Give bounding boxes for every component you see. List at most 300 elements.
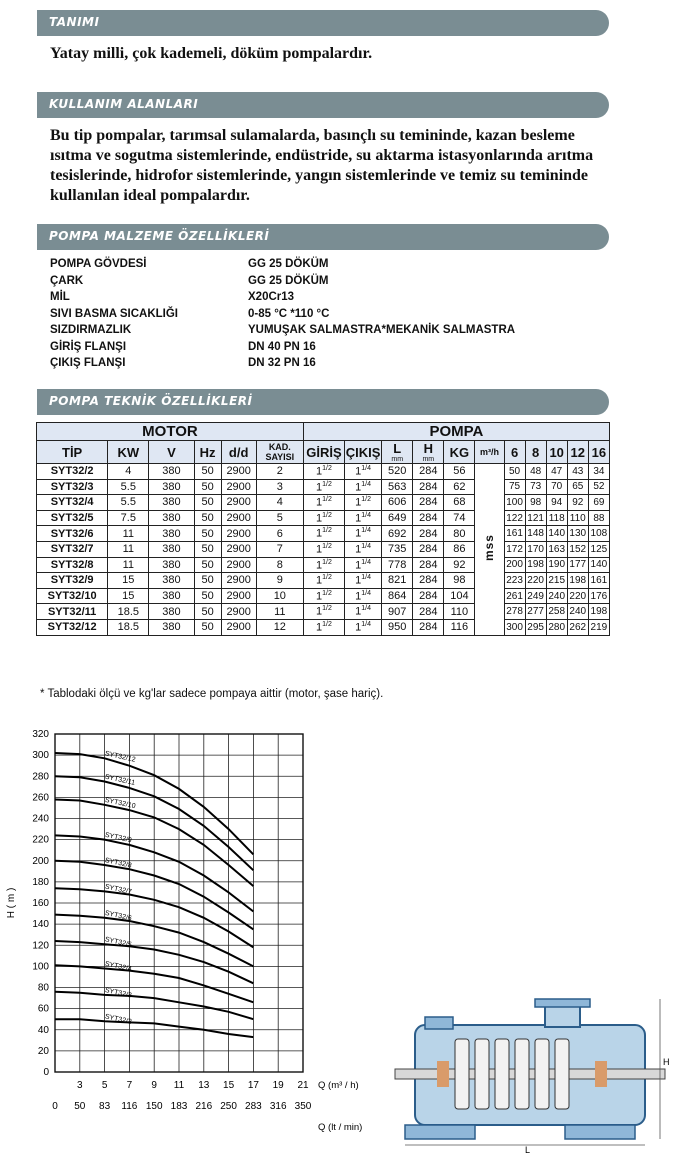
spec-value: 0-85 °C *110 °C: [248, 307, 330, 320]
y-tick-label: 280: [32, 771, 49, 783]
kullanim-line: kullanılan ideal pompalardır.: [50, 187, 250, 204]
table-cell: 80: [444, 526, 475, 542]
flange-size: 1: [355, 559, 362, 572]
table-cell: 215: [546, 573, 567, 589]
table-cell: 649: [382, 510, 413, 526]
table-cell: 2900: [221, 557, 256, 573]
flange-fraction: 1/4: [361, 480, 372, 488]
table-cell: 2900: [221, 526, 256, 542]
table-cell: [303, 588, 344, 604]
table-cell: 5.5: [108, 495, 149, 511]
y-tick-label: 240: [32, 813, 49, 825]
spec-key: SIZDIRMAZLIK: [50, 324, 132, 336]
table-cell: [303, 479, 344, 495]
table-cell: 11: [108, 557, 149, 573]
flange-fraction: 1/2: [361, 496, 372, 504]
table-cell: 15: [108, 573, 149, 589]
flange-size: 1: [355, 528, 362, 540]
table-footnote: * Tablodaki ölçü ve kg'lar sadece pompaya aittir (motor, şase hariç).: [40, 688, 384, 700]
table-cell: [303, 604, 344, 620]
flange-fraction: 1/2: [322, 480, 332, 488]
x2-tick-label: 250: [220, 1101, 237, 1112]
x-tick-label: 21: [297, 1080, 309, 1091]
col-kg: KG: [444, 441, 475, 464]
dim-label-h: H: [663, 1057, 670, 1067]
table-cell: SYT32/11: [37, 604, 108, 620]
table-cell: 125: [588, 541, 609, 557]
flange-size: 1: [355, 574, 362, 587]
flange-size: 1: [316, 465, 323, 478]
spec-key: POMPA GÖVDESİ: [50, 258, 147, 270]
table-cell: 950: [382, 619, 413, 635]
x-tick-label: 3: [77, 1080, 83, 1091]
table-cell: 284: [413, 510, 444, 526]
table-cell: 8: [256, 557, 303, 573]
y-tick-label: 60: [37, 1003, 49, 1015]
table-cell: 69: [588, 495, 609, 511]
spec-value: X20Cr13: [248, 291, 295, 303]
table-cell: 380: [149, 464, 194, 480]
table-cell: 198: [567, 573, 588, 589]
table-cell: 148: [525, 526, 546, 542]
table-cell: 223: [504, 573, 525, 589]
col-kad-line2: SAYISI: [265, 452, 295, 462]
col-q8: 8: [525, 441, 546, 464]
x2-tick-label: 83: [99, 1101, 111, 1112]
section-title: POMPA TEKNİK ÖZELLİKLERİ: [49, 394, 253, 408]
table-cell: [345, 573, 382, 589]
group-motor: MOTOR: [37, 423, 304, 441]
table-cell: 4: [108, 464, 149, 480]
flange-fraction: 1/2: [322, 527, 332, 535]
spec-value: GG 25 DÖKÜM: [248, 258, 329, 270]
col-m3h: m³/h: [475, 441, 504, 464]
table-group-header: [37, 423, 610, 441]
spec-key: ÇARK: [50, 274, 84, 287]
flange-fraction: 1/2: [322, 558, 332, 566]
table-cell: 62: [444, 479, 475, 495]
col-q12: 12: [567, 441, 588, 464]
flange-size: 1: [316, 574, 323, 587]
flange-size: 1: [316, 512, 323, 525]
section-title: KULLANIM ALANLARI: [49, 97, 199, 111]
table-cell: 190: [546, 557, 567, 573]
spec-row: [50, 324, 610, 341]
table-body: [37, 464, 610, 636]
flange-size: 1: [316, 621, 323, 634]
y-tick-label: 160: [32, 898, 49, 909]
col-kw: KW: [108, 441, 149, 464]
table-cell: 140: [546, 526, 567, 542]
section-band-tanimi: [37, 10, 609, 36]
table-cell: 68: [444, 495, 475, 511]
curve-label: SYT32/8: [104, 857, 133, 870]
table-cell: 6: [256, 526, 303, 542]
section-band-kullanim: [37, 92, 609, 118]
table-cell: 219: [588, 619, 609, 635]
table-cell: 380: [149, 604, 194, 620]
table-cell: 110: [444, 604, 475, 620]
table-cell: SYT32/6: [37, 526, 108, 542]
spec-value: DN 32 PN 16: [248, 357, 316, 369]
pump-spec-table: [36, 422, 610, 636]
table-cell: 118: [546, 510, 567, 526]
y-tick-label: 180: [32, 876, 49, 888]
spec-row: [50, 341, 610, 358]
flange-fraction: 1/2: [322, 605, 332, 613]
table-row: [37, 464, 610, 480]
table-cell: 907: [382, 604, 413, 620]
table-cell: 2900: [221, 573, 256, 589]
table-cell: 161: [504, 526, 525, 542]
table-cell: 220: [525, 573, 546, 589]
flange-size: 1: [355, 590, 362, 603]
spec-key: GİRİŞ FLANŞI: [50, 340, 127, 353]
kullanim-line: Bu tip pompalar, tarımsal sulamalarda, basınçlı su temininde, kazan besleme: [50, 127, 575, 144]
table-cell: 380: [149, 573, 194, 589]
flange-size: 1: [316, 559, 323, 572]
x-tick-label: 17: [247, 1080, 259, 1091]
col-l-unit: mm: [391, 456, 404, 463]
flange-fraction: 1/4: [361, 527, 372, 535]
y-tick-label: 80: [37, 982, 49, 994]
table-cell: [345, 495, 382, 511]
table-cell: 50: [194, 604, 221, 620]
flange-size: 1: [316, 590, 323, 603]
table-cell: 12: [256, 619, 303, 635]
table-cell: 284: [413, 619, 444, 635]
col-q10: 10: [546, 441, 567, 464]
table-cell: 249: [525, 588, 546, 604]
table-cell: 284: [413, 557, 444, 573]
flange-fraction: 1/4: [361, 589, 372, 597]
section-title: TANIMI: [49, 15, 100, 29]
flange-fraction: 1/2: [322, 589, 332, 597]
table-cell: 50: [194, 573, 221, 589]
x-tick-label: 13: [198, 1080, 210, 1091]
table-cell: SYT32/5: [37, 510, 108, 526]
flange-fraction: 1/4: [361, 574, 372, 582]
table-cell: 284: [413, 604, 444, 620]
x-tick-label: 15: [223, 1080, 235, 1091]
table-cell: 380: [149, 510, 194, 526]
table-cell: SYT32/3: [37, 479, 108, 495]
table-cell: SYT32/9: [37, 573, 108, 589]
curve-label: SYT32/11: [104, 773, 136, 787]
y-tick-label: 0: [43, 1067, 49, 1078]
table-cell: 170: [525, 541, 546, 557]
table-cell: 43: [567, 464, 588, 480]
table-cell: 692: [382, 526, 413, 542]
table-cell: 11: [108, 526, 149, 542]
table-cell: [345, 557, 382, 573]
y-tick-label: 140: [32, 919, 49, 931]
table-cell: 121: [525, 510, 546, 526]
spec-row: [50, 357, 610, 374]
y-tick-label: 40: [37, 1024, 49, 1036]
table-cell: SYT32/12: [37, 619, 108, 635]
table-cell: 4: [256, 495, 303, 511]
col-giris: GİRİŞ: [303, 441, 344, 464]
y-tick-label: 300: [32, 750, 49, 762]
table-cell: 198: [588, 604, 609, 620]
table-cell: 86: [444, 541, 475, 557]
table-cell: [303, 573, 344, 589]
spec-row: [50, 258, 610, 275]
table-cell: 240: [567, 604, 588, 620]
section-title: POMPA MALZEME ÖZELLİKLERİ: [49, 229, 270, 243]
table-cell: 380: [149, 495, 194, 511]
table-cell: 163: [546, 541, 567, 557]
flange-fraction: 1/2: [322, 511, 332, 519]
x2-tick-label: 50: [74, 1101, 86, 1112]
table-cell: 2900: [221, 604, 256, 620]
table-cell: [345, 604, 382, 620]
table-cell: 9: [256, 573, 303, 589]
table-cell: 278: [504, 604, 525, 620]
table-cell: 47: [546, 464, 567, 480]
flange-size: 1: [355, 621, 362, 634]
table-row: [37, 573, 610, 589]
table-cell: SYT32/2: [37, 464, 108, 480]
col-hz: Hz: [194, 441, 221, 464]
x-tick-label: 11: [173, 1080, 185, 1091]
table-cell: 5: [256, 510, 303, 526]
table-cell: 50: [194, 464, 221, 480]
table-cell: 50: [194, 495, 221, 511]
curve-label: SYT32/5: [104, 936, 133, 949]
x2-tick-label: 316: [269, 1101, 287, 1112]
flange-size: 1: [355, 543, 362, 556]
table-cell: [345, 464, 382, 480]
table-cell: [303, 526, 344, 542]
table-cell: 2900: [221, 495, 256, 511]
table-cell: 735: [382, 541, 413, 557]
dim-label-l: L: [525, 1145, 531, 1155]
table-cell: 92: [567, 495, 588, 511]
col-l-label: L: [393, 441, 402, 456]
y-tick-label: 220: [32, 834, 49, 846]
table-cell: 2900: [221, 588, 256, 604]
table-cell: 122: [504, 510, 525, 526]
x-tick-label: 9: [151, 1080, 157, 1091]
table-cell: 520: [382, 464, 413, 480]
table-cell: 284: [413, 541, 444, 557]
table-cell: 380: [149, 619, 194, 635]
table-cell: 220: [567, 588, 588, 604]
table-cell: 15: [108, 588, 149, 604]
y-tick-label: 120: [32, 940, 49, 952]
table-cell: 380: [149, 541, 194, 557]
table-cell: 240: [546, 588, 567, 604]
table-cell: 300: [504, 619, 525, 635]
table-cell: 200: [504, 557, 525, 573]
table-row: [37, 495, 610, 511]
spec-value: YUMUŞAK SALMASTRA*MEKANİK SALMASTRA: [248, 324, 516, 336]
table-cell: [345, 541, 382, 557]
spec-value: GG 25 DÖKÜM: [248, 274, 329, 287]
table-cell: 284: [413, 479, 444, 495]
flange-fraction: 1/4: [361, 558, 372, 566]
flange-size: 1: [316, 605, 323, 618]
section-band-teknik: [37, 389, 609, 415]
table-cell: 104: [444, 588, 475, 604]
x-axis-label-2: Q (lt / min): [318, 1122, 363, 1133]
table-cell: SYT32/4: [37, 495, 108, 511]
table-cell: [303, 510, 344, 526]
flange-fraction: 1/4: [361, 620, 372, 628]
table-cell: 2: [256, 464, 303, 480]
tanimi-text: Yatay milli, çok kademeli, döküm pompalardır.: [50, 45, 373, 62]
curve-label: SYT32/6: [104, 909, 133, 923]
table-cell: 100: [504, 495, 525, 511]
table-row: [37, 604, 610, 620]
table-cell: SYT32/8: [37, 557, 108, 573]
table-row: [37, 526, 610, 542]
table-cell: 284: [413, 464, 444, 480]
flange-fraction: 1/2: [322, 496, 332, 504]
spec-row: [50, 291, 610, 308]
table-cell: 152: [567, 541, 588, 557]
table-cell: 778: [382, 557, 413, 573]
flange-size: 1: [316, 496, 323, 509]
x2-tick-label: 183: [170, 1101, 188, 1112]
table-cell: 50: [504, 464, 525, 480]
table-cell: 74: [444, 510, 475, 526]
table-cell: 18.5: [108, 619, 149, 635]
table-cell: 380: [149, 588, 194, 604]
table-cell: 52: [588, 479, 609, 495]
x2-tick-label: 350: [294, 1101, 312, 1112]
spec-row: [50, 275, 610, 292]
table-cell: [345, 510, 382, 526]
table-cell: 98: [444, 573, 475, 589]
flange-fraction: 1/2: [322, 620, 332, 628]
flange-fraction: 1/2: [322, 542, 332, 550]
table-cell: 50: [194, 526, 221, 542]
table-cell: 70: [546, 479, 567, 495]
x-tick-label: 5: [101, 1080, 108, 1091]
spec-key: ÇIKIŞ FLANŞI: [50, 357, 126, 369]
flange-size: 1: [355, 512, 362, 525]
table-cell: 130: [567, 526, 588, 542]
col-v: V: [149, 441, 194, 464]
table-cell: 380: [149, 526, 194, 542]
y-tick-label: 200: [32, 855, 49, 867]
table-cell: 2900: [221, 510, 256, 526]
flange-size: 1: [355, 465, 362, 478]
table-cell: 11: [108, 541, 149, 557]
table-cell: [303, 557, 344, 573]
table-cell: 284: [413, 495, 444, 511]
table-cell: 50: [194, 510, 221, 526]
table-cell: SYT32/10: [37, 588, 108, 604]
table-cell: 110: [567, 510, 588, 526]
x-tick-label: 19: [272, 1080, 284, 1091]
pump-shaft: [395, 1069, 665, 1079]
group-pompa: POMPA: [303, 423, 609, 441]
curve-label: SYT32/4: [104, 960, 133, 974]
x-tick-label: 7: [126, 1080, 133, 1091]
kullanim-line: ısıtma ve sogutma sistemlerinde, endüstride, su aktarma istasyonlarında arıtma: [50, 147, 594, 164]
table-cell: 161: [588, 573, 609, 589]
spec-key: SIVI BASMA SICAKLIĞI: [50, 307, 178, 320]
flange-fraction: 1/4: [361, 464, 372, 472]
table-cell: 262: [567, 619, 588, 635]
col-dd: d/d: [221, 441, 256, 464]
mss-unit-cell: [475, 464, 504, 636]
col-q6: 6: [504, 441, 525, 464]
table-cell: 11: [256, 604, 303, 620]
table-cell: 821: [382, 573, 413, 589]
y-tick-label: 20: [37, 1045, 49, 1057]
table-cell: SYT32/7: [37, 541, 108, 557]
table-cell: [303, 619, 344, 635]
table-cell: [345, 479, 382, 495]
table-cell: [345, 619, 382, 635]
flange-fraction: 1/2: [322, 574, 332, 582]
table-cell: 198: [525, 557, 546, 573]
table-cell: 92: [444, 557, 475, 573]
col-cikis: ÇIKIŞ: [345, 441, 382, 464]
flange-fraction: 1/4: [361, 542, 372, 550]
spec-key: MİL: [50, 291, 70, 303]
table-cell: 284: [413, 526, 444, 542]
performance-chart: [0, 720, 363, 1140]
x-axis-label: Q (m³ / h): [318, 1080, 359, 1091]
table-cell: 2900: [221, 479, 256, 495]
table-cell: 50: [194, 557, 221, 573]
table-cell: 50: [194, 588, 221, 604]
table-cell: 7: [256, 541, 303, 557]
table-cell: 75: [504, 479, 525, 495]
table-cell: 48: [525, 464, 546, 480]
flange-size: 1: [355, 481, 362, 494]
curve-label: SYT32/9: [104, 831, 133, 845]
table-cell: 176: [588, 588, 609, 604]
table-cell: 295: [525, 619, 546, 635]
table-cell: 864: [382, 588, 413, 604]
y-tick-label: 100: [32, 961, 49, 973]
table-row: [37, 541, 610, 557]
table-cell: 284: [413, 588, 444, 604]
curve-label: SYT32/10: [104, 796, 137, 811]
table-cell: 88: [588, 510, 609, 526]
col-q16: 16: [588, 441, 609, 464]
table-cell: 50: [194, 619, 221, 635]
table-column-header: [37, 441, 610, 464]
table-cell: 284: [413, 573, 444, 589]
table-row: [37, 510, 610, 526]
col-h-unit: mm: [422, 456, 435, 463]
flange-size: 1: [316, 481, 323, 494]
flange-fraction: 1/4: [361, 605, 372, 613]
table-cell: 380: [149, 479, 194, 495]
table-cell: 94: [546, 495, 567, 511]
x2-tick-label: 116: [121, 1101, 138, 1112]
table-row: [37, 557, 610, 573]
flange-size: 1: [316, 543, 323, 556]
table-cell: 116: [444, 619, 475, 635]
table-cell: 172: [504, 541, 525, 557]
table-cell: 56: [444, 464, 475, 480]
table-cell: [345, 588, 382, 604]
curve-label: SYT32/2: [104, 1013, 133, 1026]
table-cell: [345, 526, 382, 542]
y-tick-label: 320: [32, 729, 49, 740]
y-axis-label: H ( m ): [6, 887, 17, 919]
y-tick-label: 260: [32, 792, 49, 804]
